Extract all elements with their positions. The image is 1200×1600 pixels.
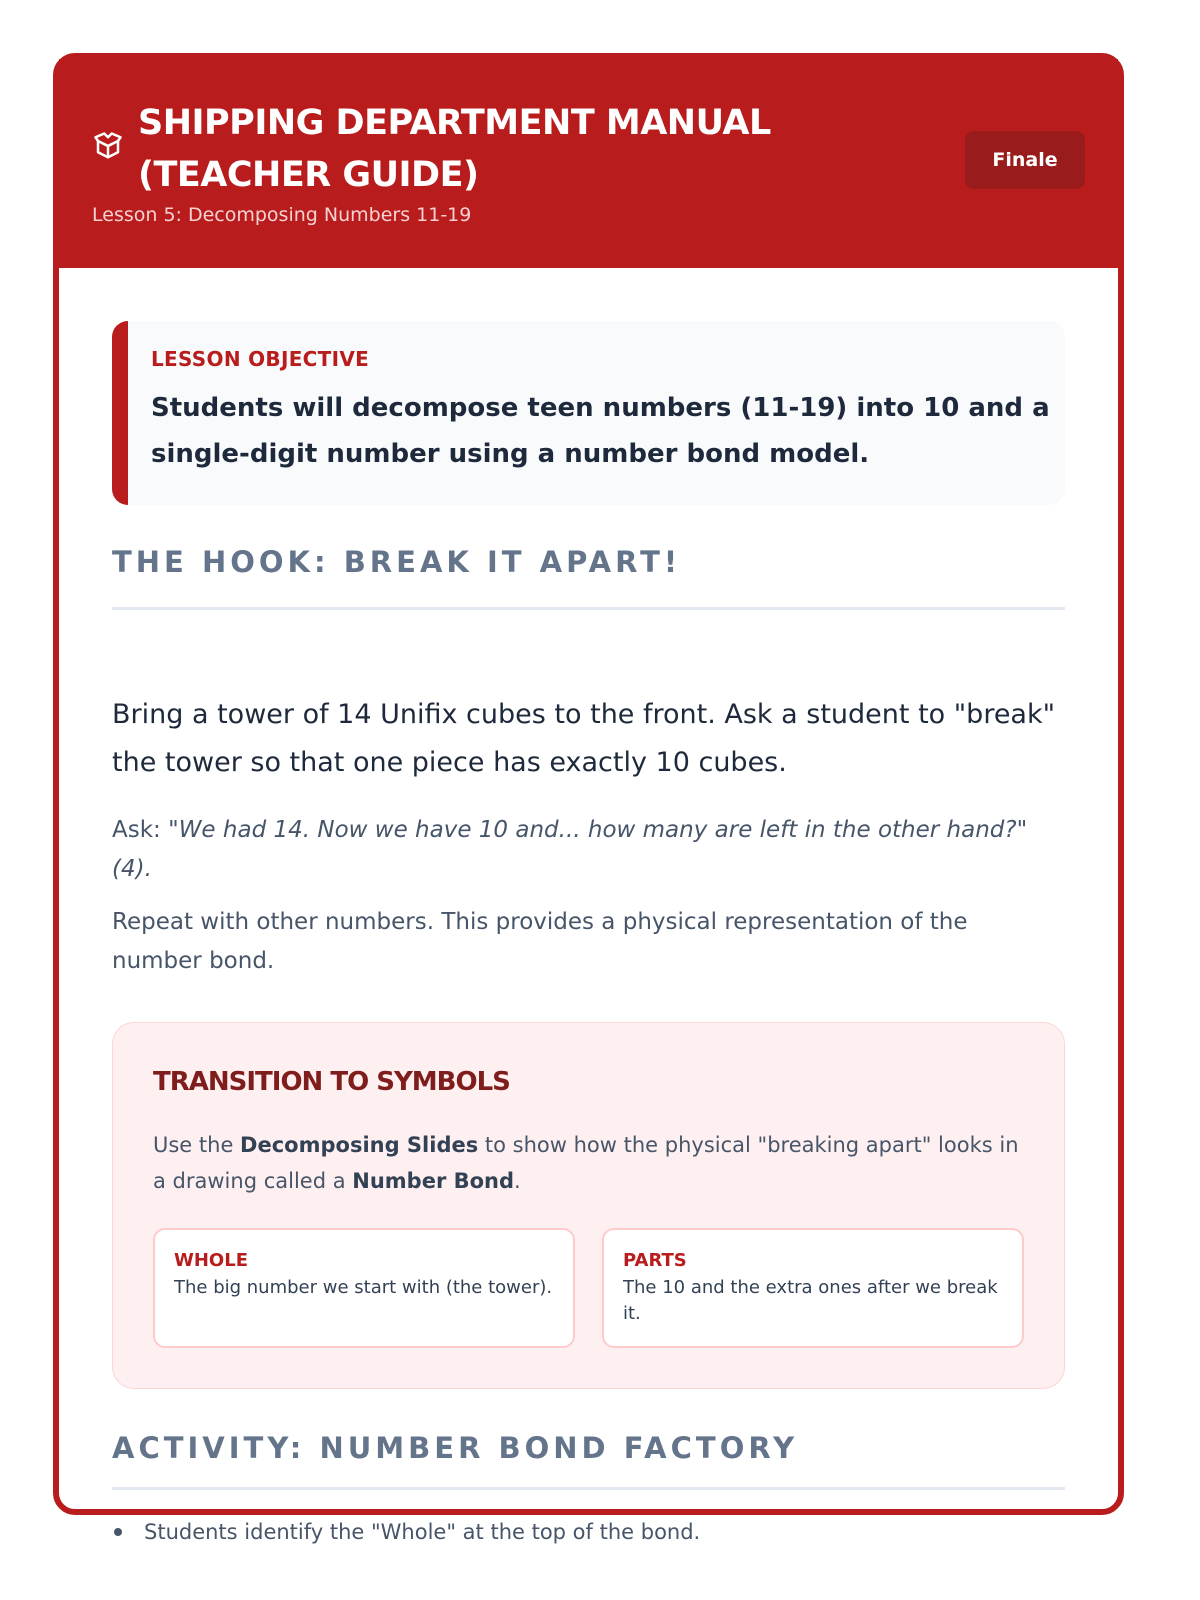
hook-divider: [112, 607, 1065, 610]
whole-label: WHOLE: [174, 1250, 248, 1271]
parts-card: [602, 1228, 1024, 1348]
manual-card: [53, 53, 1124, 1544]
list-item: Students identify the "Whole" at the top of the bond.: [112, 1516, 1065, 1548]
page-title: SHIPPING DEPARTMENT MANUAL (TEACHER GUIDE): [138, 103, 771, 195]
parts-text: The 10 and the extra ones after we break it.: [623, 1277, 998, 1324]
lesson-objective-box: [112, 321, 1065, 505]
header: [59, 59, 1118, 268]
transition-box: [112, 1022, 1065, 1389]
bullet-icon: [114, 1528, 122, 1536]
hook-lead: Bring a tower of 14 Unifix cubes to the front. Ask a student to "break" the tower so that one piece has exactly 10 cubes.: [112, 699, 1056, 778]
transition-text: Use the Decomposing Slides to show how the physical "breaking apart" looks in a drawing called a Number Bond.: [153, 1133, 1019, 1193]
box-icon: [93, 131, 123, 161]
activity-divider: [112, 1487, 1065, 1490]
ask-quote: "We had 14. Now we have 10 and... how many are left in the other hand?" (4).: [112, 817, 1028, 882]
decomposing-slides-ref: Decomposing Slides: [240, 1133, 479, 1157]
finale-button[interactable]: Finale: [965, 131, 1085, 189]
whole-text: The big number we start with (the tower).: [174, 1277, 553, 1298]
hook-heading: THE HOOK: BREAK IT APART!: [112, 545, 682, 579]
objective-label: LESSON OBJECTIVE: [151, 347, 370, 371]
hook-ask: Ask: "We had 14. Now we have 10 and... how many are left in the other hand?" (4).: [112, 817, 1028, 882]
activity-list: [112, 1516, 1065, 1548]
hook-repeat: Repeat with other numbers. This provides a physical representation of the number bond.: [112, 909, 968, 974]
lesson-subtitle: Lesson 5: Decomposing Numbers 11-19: [92, 204, 472, 226]
activity-heading: ACTIVITY: NUMBER BOND FACTORY: [112, 1431, 799, 1465]
transition-title: TRANSITION TO SYMBOLS: [153, 1067, 510, 1097]
whole-card: [153, 1228, 575, 1348]
number-bond-term: Number Bond: [352, 1169, 515, 1193]
objective-text: Students will decompose teen numbers (11-19) into 10 and a single-digit number using a number bond model.: [151, 393, 1050, 469]
parts-label: PARTS: [623, 1250, 687, 1271]
